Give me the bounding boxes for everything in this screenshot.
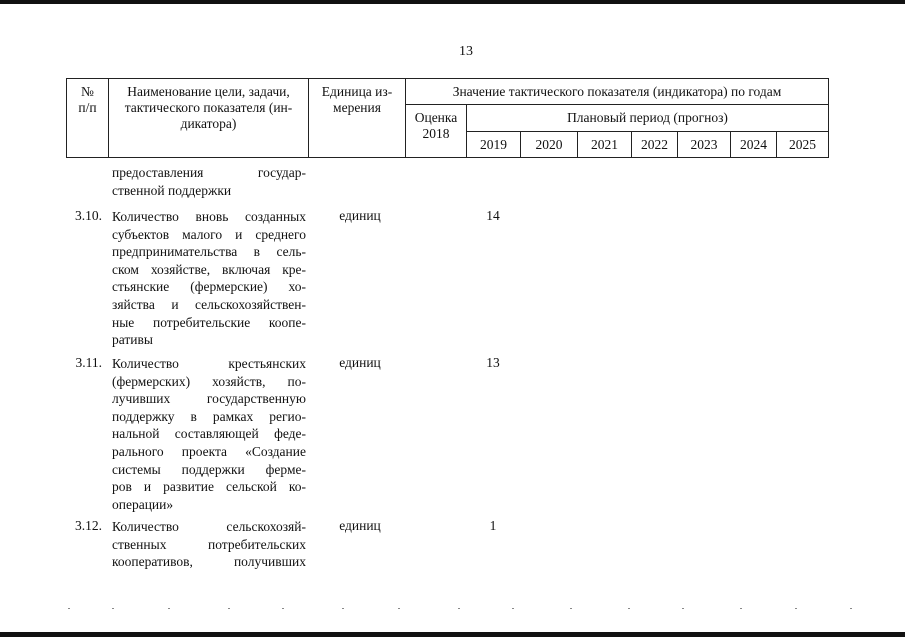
row-number: 3.11. [75, 355, 102, 370]
header-year-label: 2023 [690, 137, 718, 152]
header-name-label: Наименование цели, задачи, тактического показателя (ин- дикатора) [124, 84, 293, 131]
row-indicator-name: Количество сельскохозяй- ственных потребительских кооперативов, получивших [112, 519, 306, 570]
row-indicator-name: Количество вновь созданных субъектов малого и среднего предпринимательства в сель- ском хозяйстве, включая кре- стьянские (фермерские) хо- зяйства и сельскохозяйствен- ные потребительские коопе- ративы [112, 209, 306, 348]
row-number: 3.12. [75, 518, 102, 533]
scan-noise-dots [60, 608, 880, 612]
header-estimate-label: Оценка 2018 [414, 110, 458, 141]
page-number: 13 [459, 44, 473, 59]
header-year-label: 2021 [591, 137, 618, 152]
header-planned-period-label: Плановый период (прогноз) [567, 110, 728, 125]
header-unit-label: Единица из- мерения [321, 84, 393, 115]
row-unit: единиц [339, 518, 381, 533]
bottom-border-bar [0, 632, 905, 637]
continuation-text: предоставления государ- ственной поддержки [112, 165, 306, 198]
row-value-2018: 1 [489, 518, 497, 533]
row-number: 3.10. [75, 208, 102, 223]
row-indicator-name: Количество крестьянских (фермерских) хозяйств, по- лучивших государственную поддержку в рамках регио- нальной составляющей феде- рального проекта «Создание системы поддержки ферме- ров и развитие сельской ко- операции» [112, 356, 306, 512]
header-num-label: № п/п [78, 84, 97, 115]
row-value-2018: 13 [486, 355, 500, 370]
top-border-bar [0, 0, 905, 4]
header-year-label: 2025 [789, 137, 816, 152]
row-unit: единиц [339, 355, 381, 370]
header-year-label: 2020 [535, 137, 563, 152]
header-year-label: 2024 [740, 137, 767, 152]
header-value-group-label: Значение тактического показателя (индикатора) по годам [452, 84, 782, 99]
row-unit: единиц [339, 208, 381, 223]
header-year-label: 2022 [641, 137, 668, 152]
row-value-2018: 14 [486, 208, 500, 223]
header-year-label: 2019 [480, 137, 507, 152]
